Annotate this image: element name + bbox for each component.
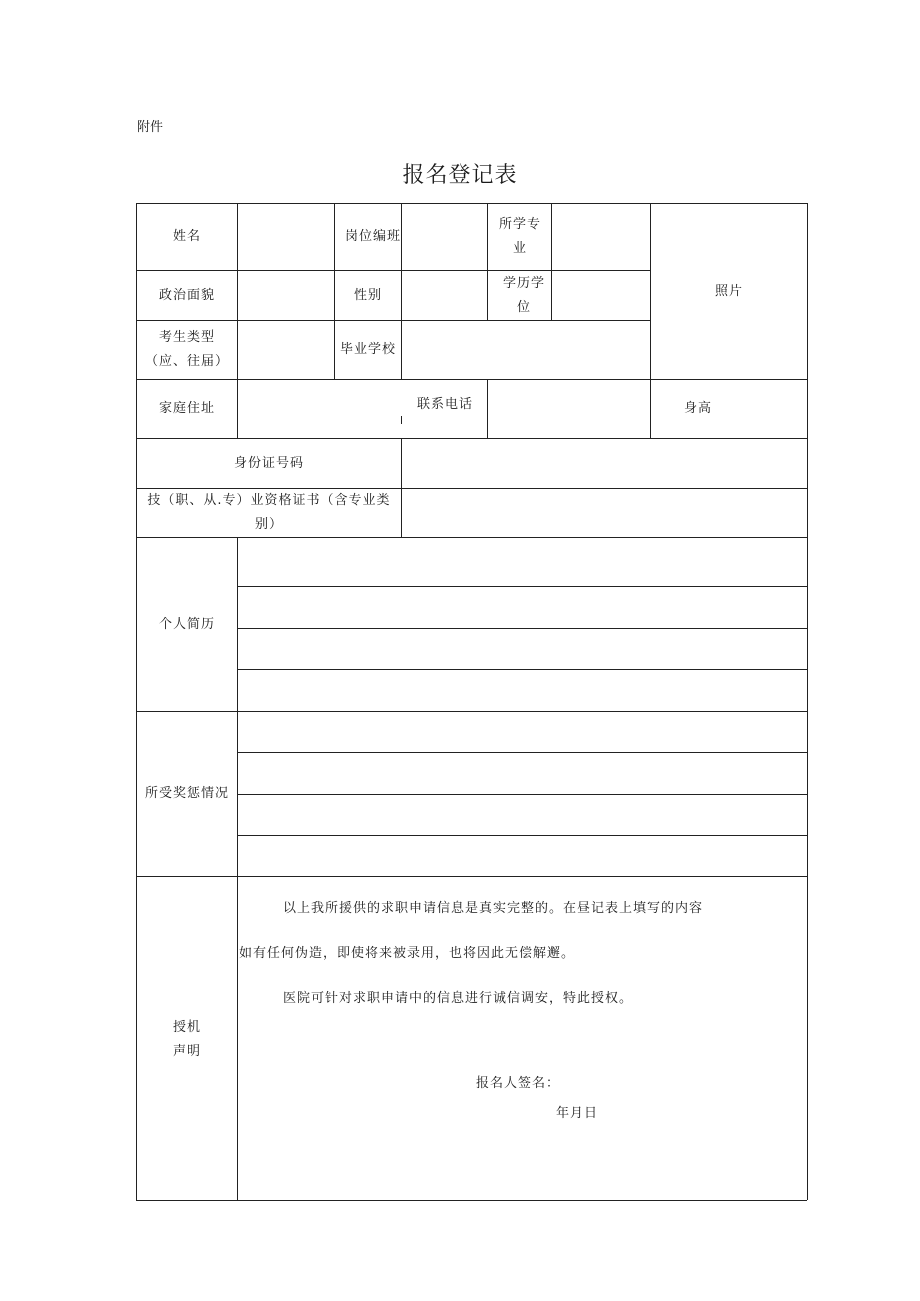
label-degree: 学历学位 xyxy=(502,275,545,315)
candidate-type-input[interactable] xyxy=(238,321,334,379)
label-height: 身高 xyxy=(683,401,712,416)
phone-input[interactable] xyxy=(488,380,650,438)
major-input[interactable] xyxy=(552,204,650,270)
resume-line xyxy=(237,669,807,670)
col-divider xyxy=(401,438,402,537)
attachment-label: 附件 xyxy=(137,120,164,135)
col-divider xyxy=(401,320,402,379)
label-phone: 联系电话 xyxy=(416,397,473,412)
resume-line xyxy=(237,628,807,629)
label-graduate-school: 毕业学校 xyxy=(339,342,396,357)
col-divider xyxy=(551,203,552,320)
awards-input[interactable] xyxy=(238,712,807,876)
label-awards: 所受奖惩情况 xyxy=(144,786,229,801)
label-photo: 照片 xyxy=(714,283,743,299)
graduate-school-input[interactable] xyxy=(402,321,650,379)
label-home-address: 家庭住址 xyxy=(158,401,215,416)
form-title: 报名登记表 xyxy=(402,163,518,188)
id-number-input[interactable] xyxy=(402,439,807,488)
col-divider xyxy=(487,379,488,438)
row-divider xyxy=(136,876,807,877)
col-divider xyxy=(401,416,402,424)
date-label: 年月日 xyxy=(556,1106,599,1121)
political-status-input[interactable] xyxy=(238,271,334,320)
qualification-certificate-input[interactable] xyxy=(402,489,807,537)
degree-input[interactable] xyxy=(552,271,650,320)
declaration-line-3: 医院可针对求职申请中的信息进行诚信调安，特此授权。 xyxy=(283,991,634,1006)
label-major: 所学专业 xyxy=(498,217,541,256)
awards-line xyxy=(237,794,807,795)
label-gender: 性别 xyxy=(353,287,382,303)
resume-input[interactable] xyxy=(238,538,807,711)
label-authorization: 授机声明 xyxy=(172,1020,201,1059)
table-border-right xyxy=(807,203,808,1200)
resume-line xyxy=(237,586,807,587)
declaration-line-1: 以上我所援供的求职申请信息是真实完整的。在昼记表上填写的内容 xyxy=(283,901,704,916)
label-political-status: 政治面貌 xyxy=(158,287,215,303)
label-qualification-certificate: 技（职、从.专）业资格证书（含专业类别） xyxy=(147,493,391,532)
position-code-input[interactable] xyxy=(402,204,487,270)
awards-line xyxy=(237,835,807,836)
gender-input[interactable] xyxy=(402,271,487,320)
awards-line xyxy=(237,752,807,753)
name-input[interactable] xyxy=(238,204,334,270)
col-divider xyxy=(401,203,402,320)
label-resume: 个人简历 xyxy=(158,616,215,632)
label-id-number: 身份证号码 xyxy=(233,455,304,471)
label-name: 姓名 xyxy=(172,229,201,244)
declaration-line-2: 如有任何伪造，即使将来被录用，也将因此无偿解邂。 xyxy=(239,946,576,961)
label-candidate-type: 考生类型（应、往届） xyxy=(144,330,229,369)
label-position-code: 岗位编班 xyxy=(345,229,402,244)
col-divider xyxy=(237,203,238,438)
col-divider xyxy=(237,537,238,1200)
col-divider xyxy=(487,203,488,320)
table-border-bottom xyxy=(136,1200,807,1201)
home-address-input[interactable] xyxy=(238,380,401,438)
signature-label: 报名人签名： xyxy=(476,1076,561,1091)
